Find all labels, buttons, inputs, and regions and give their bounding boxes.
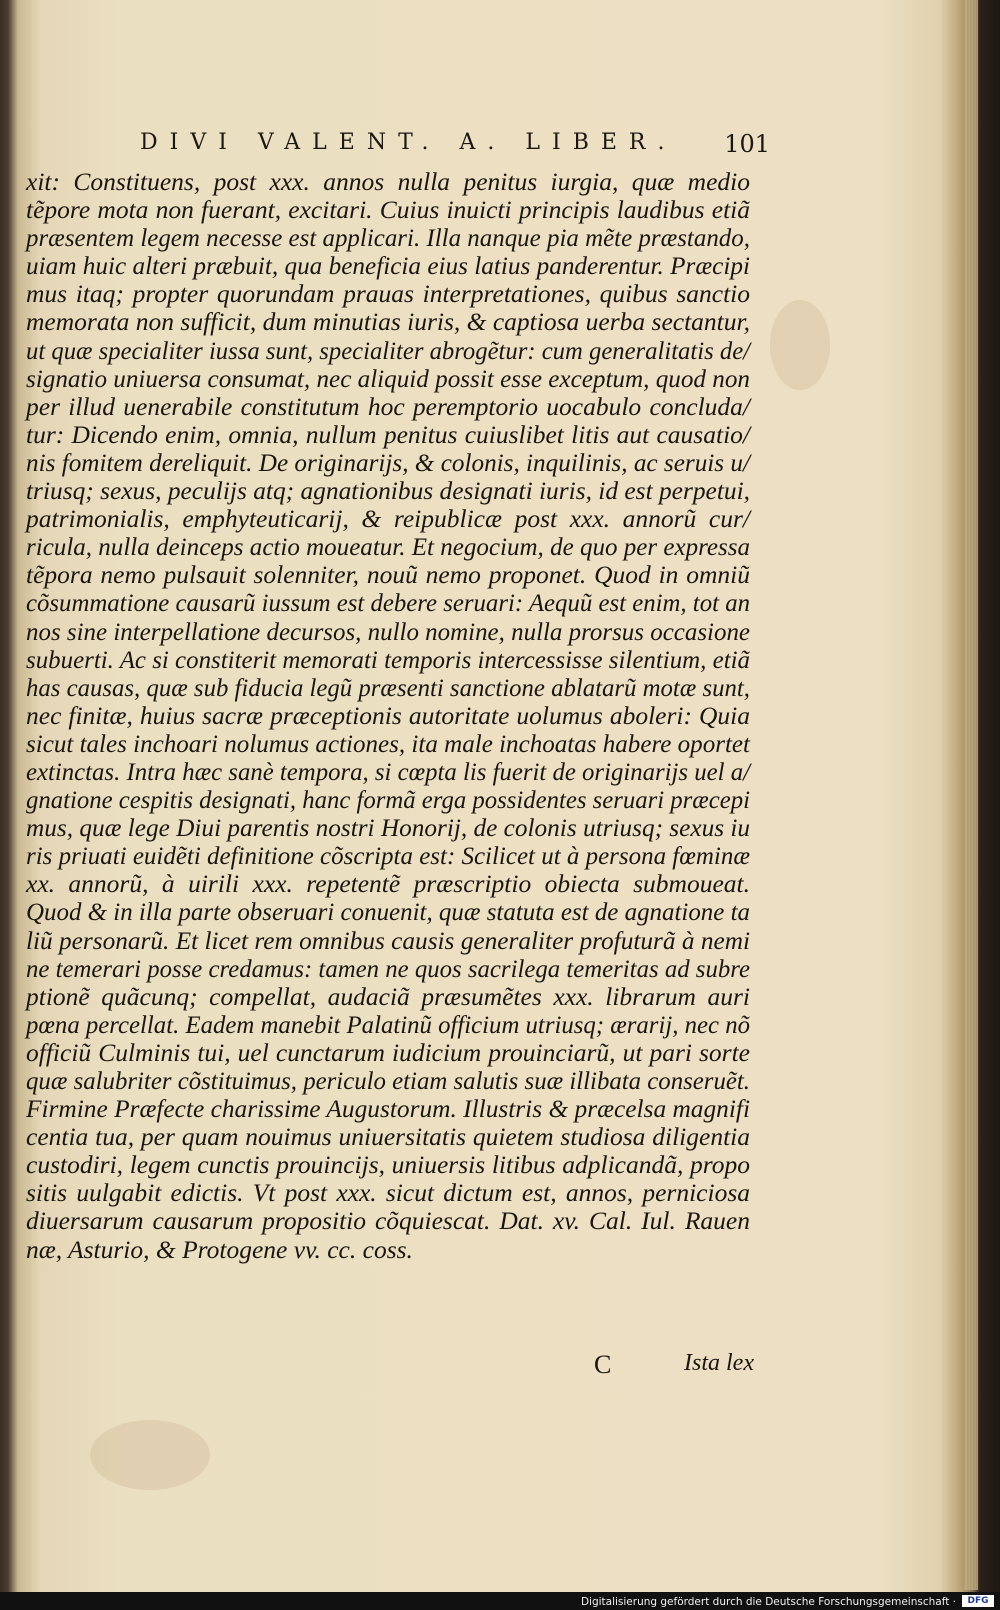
book-page-edges <box>964 0 978 1590</box>
text-line: memorata non sufficit, dum minutias iuris, & captiosa uerba sectantur, <box>26 307 750 337</box>
text-line: tẽpore mota non fuerant, excitari. Cuius inuicti principis laudibus etiã <box>26 195 750 225</box>
text-line: ut quæ specialiter iussa sunt, specialiter abrogẽtur: cum generalitatis de/ <box>26 335 750 365</box>
catch-line <box>594 1350 754 1380</box>
text-line: xx. annorũ, à uirili xxx. repetentẽ præscriptio obiecta submoueat. <box>26 869 750 899</box>
text-line: sitis uulgabit edictis. Vt post xxx. sicut dictum est, annos, perniciosa <box>26 1178 750 1208</box>
running-head: DIVI VALENT. A. LIBER. <box>140 130 677 155</box>
text-line: patrimonialis, emphyteuticarij, & reipublicæ post xxx. annorũ cur/ <box>26 504 750 534</box>
text-line: gnatione cespitis designati, hanc formã erga possidentes seruari præcepi <box>26 785 750 815</box>
text-line: ris priuati euidẽti definitione cõscripta est: Scilicet ut à persona fœminæ <box>26 841 750 871</box>
text-line: nec finitæ, huius sacræ præceptionis autoritate uolumus aboleri: Quia <box>26 700 750 730</box>
text-line: uiam huic alteri præbuit, qua beneficia eius latius panderentur. Præcipi <box>26 251 750 281</box>
dfg-logo: DFG <box>962 1595 994 1607</box>
text-line: cõsummatione causarũ iussum est debere seruari: Aequũ est enim, tot an <box>26 588 750 618</box>
text-line: Firmine Præfecte charissime Augustorum. Illustris & præcelsa magnifi <box>26 1094 750 1124</box>
text-line: ptionẽ quãcunq; compellat, audaciã præsumẽtes xxx. librarum auri <box>26 981 750 1011</box>
text-line: ne temerari posse credamus: tamen ne quos sacrilega temeritas ad subre <box>26 953 750 983</box>
text-line: officiũ Culminis tui, uel cunctarum iudicium prouinciarũ, ut pari sorte <box>26 1037 750 1067</box>
text-line: tur: Dicendo enim, omnia, nullum penitus cuiuslibet litis aut causatio/ <box>26 419 750 449</box>
text-line: mus, quæ lege Diui parentis nostri Honorij, de colonis utriusq; sexus iu <box>26 813 750 843</box>
text-line: pœna percellat. Eadem manebit Palatinũ officium utriusq; ærarij, nec nõ <box>26 1009 750 1039</box>
text-line: nis fomitem dereliquit. De originarijs, & colonis, inquilinis, ac seruis u/ <box>26 447 750 477</box>
text-line: ricula, nulla deinceps actio moueatur. Et negocium, de quo per expressa <box>26 532 750 562</box>
text-line: triusq; sexus, peculijs atq; agnationibus designati iuris, id est perpetui, <box>26 476 750 506</box>
text-line: centia tua, per quam nouimus uniuersitatis quietem studiosa diligentia <box>26 1122 750 1152</box>
catchword: Ista lex <box>684 1350 754 1376</box>
text-line: præsentem legem necesse est applicari. Illa nanque pia mẽte præstando, <box>26 223 750 253</box>
text-line: sicut tales inchoari nolumus actiones, ita male inchoatas habere oportet <box>26 728 750 758</box>
paper-stain <box>90 1420 210 1490</box>
text-line: næ, Asturio, & Protogene vv. cc. coss. <box>26 1234 413 1264</box>
page-header <box>140 130 770 162</box>
text-line: nos sine interpellatione decursos, nullo nomine, nulla prorsus occasione <box>26 616 750 646</box>
page-number: 101 <box>724 130 770 158</box>
text-line: signatio uniuersa consumat, nec aliquid possit esse exceptum, quod non <box>26 363 750 393</box>
text-line: tẽpora nemo pulsauit solenniter, nouũ nemo proponet. Quod in omniũ <box>26 560 750 590</box>
text-line: per illud uenerabile constitutum hoc peremptorio uocabulo concluda/ <box>26 391 750 421</box>
paper-stain <box>770 300 830 390</box>
text-line: mus itaq; propter quorundam prauas interpretationes, quibus sanctio <box>26 279 750 309</box>
footer-credit: Digitalisierung gefördert durch die Deutsche Forschungsgemeinschaft · <box>580 1596 956 1608</box>
text-line: liũ personarũ. Et licet rem omnibus causis generaliter profuturã à nemi <box>26 925 750 955</box>
text-line: extinctas. Intra hæc sanè tempora, si cœpta lis fuerit de originarijs uel a/ <box>26 756 750 786</box>
text-line: subuerti. Ac si constiterit memorati temporis intercessisse silentium, etiã <box>26 644 750 674</box>
body-text <box>26 168 750 1264</box>
text-line: diuersarum causarum propositio cõquiescat. Dat. xv. Cal. Iul. Rauen <box>26 1206 750 1236</box>
text-line: xit: Constituens, post xxx. annos nulla penitus iurgia, quæ medio <box>26 167 750 196</box>
signature-mark: C <box>594 1350 612 1379</box>
text-line: Quod & in illa parte obseruari conuenit, quæ statuta est de agnatione ta <box>26 897 750 927</box>
text-line: custodiri, legem cunctis prouincijs, uniuersis litibus adplicandã, propo <box>26 1150 750 1180</box>
text-line: quæ salubriter cõstituimus, periculo etiam salutis suæ illibata conseruẽt. <box>26 1066 750 1095</box>
text-line: has causas, quæ sub fiducia legũ præsenti sanctione ablatarũ motæ sunt, <box>26 672 750 702</box>
digitization-footer <box>0 1592 1000 1610</box>
